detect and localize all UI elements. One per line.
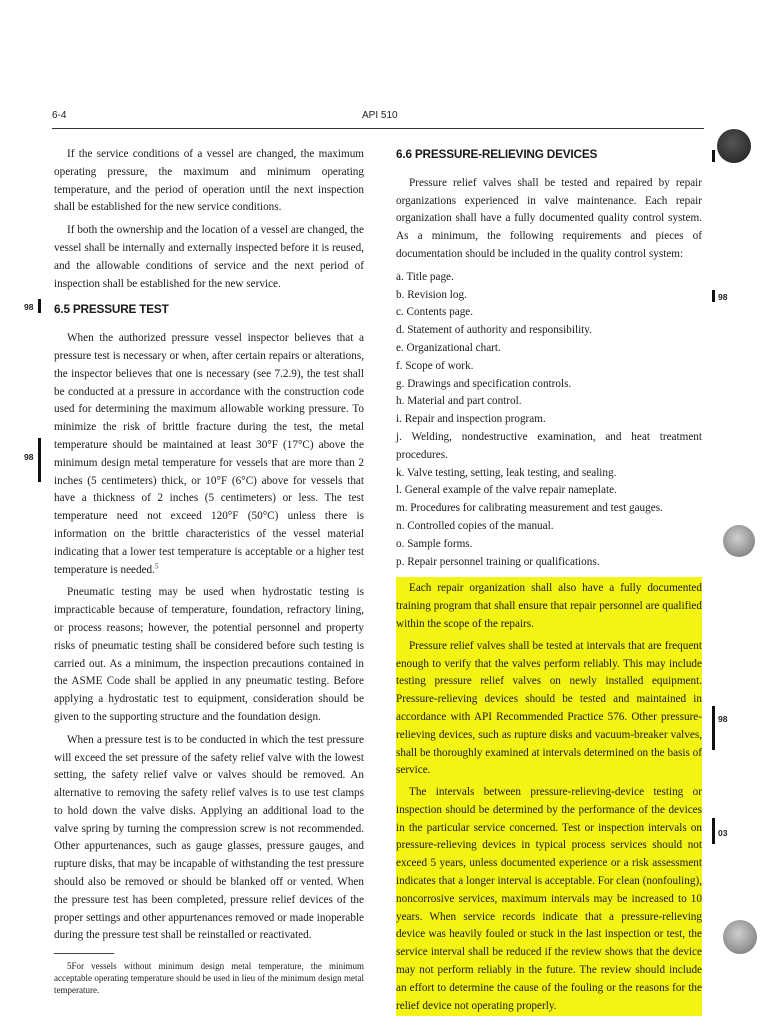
footnote-rule (54, 953, 114, 954)
list-item: b. Revision log. (396, 288, 467, 301)
list-item: j. Welding, nondestructive examination, and heat treatment procedures. (396, 430, 702, 461)
highlighted-passage (396, 577, 702, 1016)
list-item: n. Controlled copies of the manual. (396, 519, 554, 532)
paragraph-pressure-test (54, 330, 364, 579)
list-item: f. Scope of work. (396, 359, 474, 372)
paragraph-relief-valve-removal: When a pressure test is to be conducted in which the test pressure will exceed the set pressure of the safety relief valve with the lowest setting, the safety relief valve or valves should be removed. An alternative to removing the safety relief valves is to use test clamps to hold down the valve disks. Applying an additional load to the valve spring by turning the compression screw is not recommended. Other appurtenances, such as gauge glasses, pressure gauges, and rupture disks, that may be incapable of withstanding the test pressure should also be removed or should be blanked off or vented. When the pressure test has been completed, pressure relief devices of the proper settings and other appurtenances removed or made inoperable during the pressure test shall be reinstalled or reactivated. (54, 733, 364, 942)
revision-bar (712, 818, 715, 844)
binder-hole (717, 129, 751, 163)
list-item: i. Repair and inspection program. (396, 413, 546, 426)
list-item: k. Valve testing, setting, leak testing, and sealing. (396, 466, 617, 479)
page-number: 6-4 (52, 110, 67, 121)
list-item: e. Organizational chart. (396, 341, 501, 354)
revision-year-mark: 98 (24, 302, 34, 312)
revision-year-mark: 03 (718, 828, 728, 838)
list-item: a. Title page. (396, 270, 454, 283)
binder-hole (723, 920, 757, 954)
revision-year-mark: 98 (718, 714, 728, 724)
right-column (396, 146, 702, 1016)
list-item: p. Repair personnel training or qualifications. (396, 555, 600, 568)
binder-hole (723, 525, 755, 557)
list-item: c. Contents page. (396, 306, 474, 319)
list-item: d. Statement of authority and responsibility. (396, 324, 592, 337)
revision-year-mark: 98 (24, 452, 34, 462)
revision-bar (712, 150, 715, 162)
paragraph-relief-valve-repair: Pressure relief valves shall be tested and repaired by repair organizations experienced in valve maintenance. Each repair organization shall have a fully documented quality control system. As a minimum, the following requirements and pieces of documentation should be included in the quality control system: (396, 176, 702, 260)
revision-bar (712, 706, 715, 750)
header-rule (52, 128, 704, 129)
revision-bar (712, 290, 715, 302)
paragraph-training-program: Each repair organization shall also have a fully documented training program that shall ensure that repair personnel are qualified within the scope of the repairs. (396, 582, 702, 630)
paragraph-pressure-test-text: When the authorized pressure vessel inspector believes that a pressure test is necessary or when, after certain repairs or alterations, the inspector believes that one is necessary (see 7.2.9), the test shall be conducted at a pressure in accordance with the construction code used for determining the maximum allowable working pressure. To minimize the risk of brittle fracture during the test, the metal temperature should be maintained at least 30°F (17°C) above the minimum design metal temperature for vessels that are more than 2 inches (5 centimeters) thick, or 10°F (6°C) above for vessels that have a thickness of 2 inches (5 centimeters) or less. The test temperature need not exceed 120°F (50°C) unless there is information on the brittle characteristics of the vessel material indicating that a lower test temperature is acceptable or a higher test temperature is needed. (54, 332, 364, 576)
list-item: g. Drawings and specification controls. (396, 377, 572, 390)
section-heading-pressure-relieving-devices: 6.6 PRESSURE-RELIEVING DEVICES (396, 147, 598, 161)
footnote: 5For vessels without minimum design metal temperature, the minimum acceptable operating temperature should be used in lieu of the minimum design metal temperature. (54, 961, 364, 996)
list-item: l. General example of the valve repair nameplate. (396, 484, 617, 497)
paragraph-ownership-change: If both the ownership and the location of a vessel are changed, the vessel shall be internally and externally inspected before it is reused, and the allowable conditions of service and the next period of inspection shall be established for the new service. (54, 224, 364, 290)
document-title: API 510 (362, 110, 398, 121)
section-heading-pressure-test: 6.5 PRESSURE TEST (54, 302, 169, 317)
revision-year-mark: 98 (718, 292, 728, 302)
left-column (54, 146, 364, 1001)
paragraph-interval-determination: The intervals between pressure-relieving-device testing or inspection should be determined by the performance of the devices in the particular service concerned. Test or inspection intervals on pressure-relieving devices in typical process services should not exceed 5 years, unless documented experience or a risk assessment indicates that a longer interval is acceptable. For clean (nonfouling), noncorrosive services, maximum intervals may be increased to 10 years. When service records indicate that a pressure-relieving device was heavily fouled or stuck in the last inspection or test, the service interval shall be reduced if the review shows that the device may not perform reliably in the future. The review should include an effort to determine the cause of the fouling or the reasons for the relief device not operating properly. (396, 786, 702, 1012)
paragraph-service-change: If the service conditions of a vessel are changed, the maximum operating pressure, the maximum and minimum operating temperature, and the period of operation until the next inspection shall be established for the new service conditions. (54, 148, 364, 214)
footnote-reference: 5 (154, 561, 159, 570)
documentation-list (396, 269, 702, 572)
paragraph-pneumatic-testing: Pneumatic testing may be used when hydrostatic testing is impracticable because of temperature, foundation, refractory lining, or process reasons; however, the potential personnel and property risks of pneumatic testing shall be considered before such testing is carried out. As a minimum, the inspection precautions contained in the ASME Code shall be applied in any pneumatic testing. Before applying a hydrostatic test to equipment, consideration should be given to the supporting structure and the foundation design. (54, 586, 364, 723)
list-item: m. Procedures for calibrating measurement and test gauges. (396, 502, 663, 515)
paragraph-test-intervals: Pressure relief valves shall be tested at intervals that are frequent enough to verify that the valves perform reliably. This may include testing pressure relief valves on newly installed equipment. Pressure-relieving devices should be tested and maintained in accordance with API Recommended Practice 576. Other pressure-relieving devices, such as rupture disks and vacuum-breaker valves, shall be thoroughly examined at intervals determined on the basis of service. (396, 639, 702, 777)
list-item: o. Sample forms. (396, 537, 473, 550)
revision-bar (38, 438, 41, 482)
list-item: h. Material and part control. (396, 395, 522, 408)
revision-bar (38, 299, 41, 313)
